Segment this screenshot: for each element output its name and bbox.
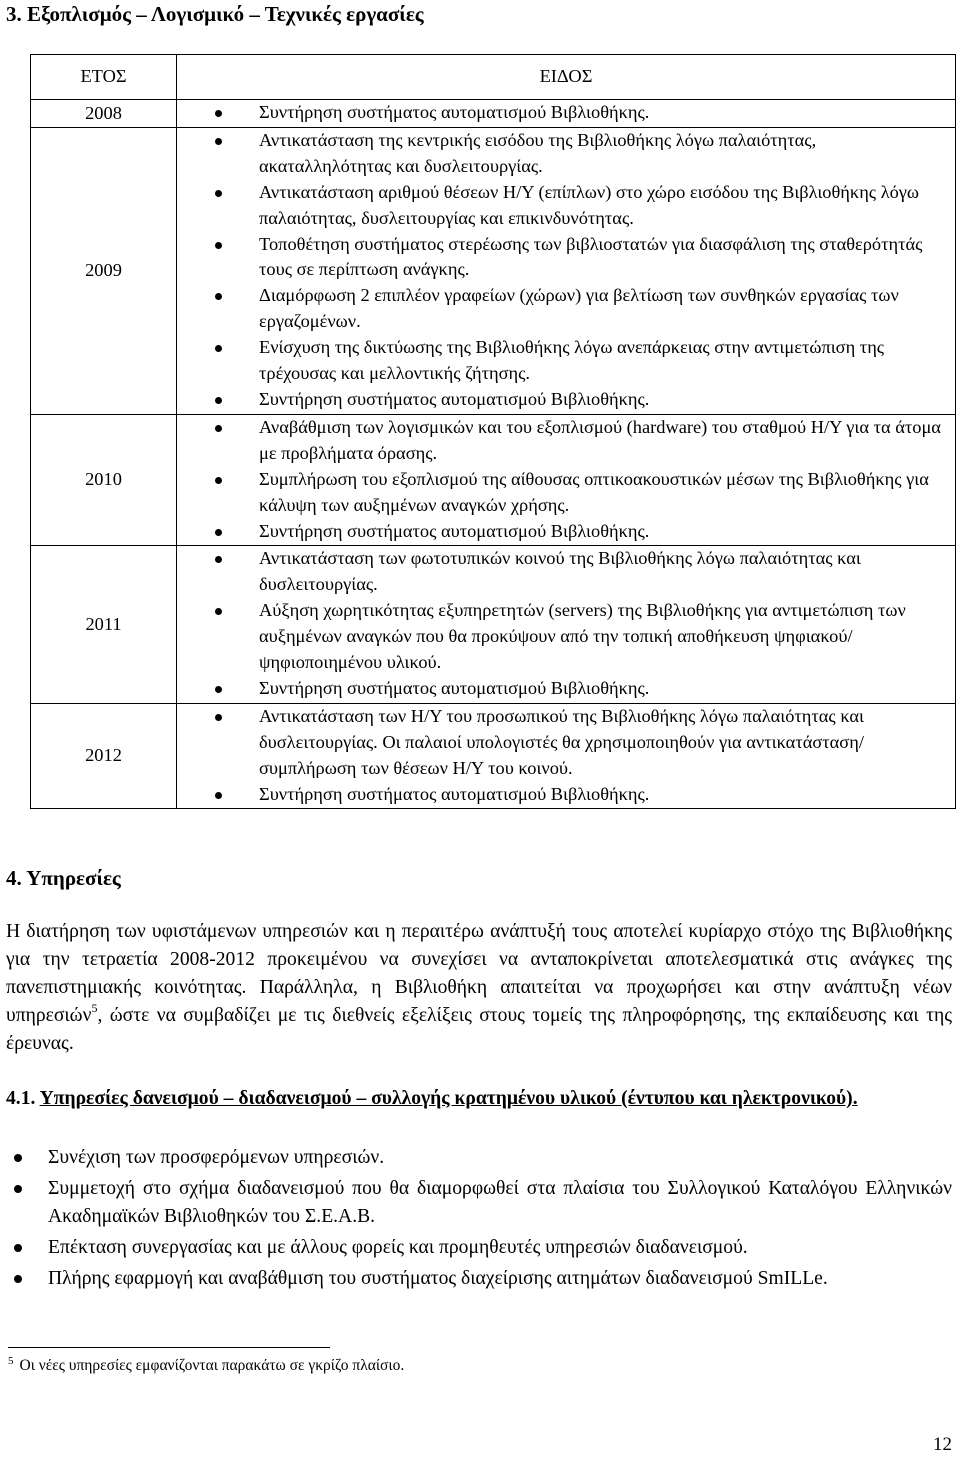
list-item: Αντικατάσταση των Η/Υ του προσωπικού της Βιβλιοθήκης λόγω παλαιότητας και δυσλειτουργίας. Οι παλαιοί υπολογιστές θα χρησιμοποιηθούν για αντικατάσταση/συμπλήρωση των θέσεων Η/Υ του κοινού. [181,704,951,782]
list-item: Αύξηση χωρητικότητας εξυπηρετητών (servers) της Βιβλιοθήκης για αντιμετώπιση των αυξημένων αναγκών που θα προκύψουν από την τοπική αποθήκευση ψηφιακού/ψηφιοποιημένου υλικού. [181,598,951,676]
subsection-title [6,1085,952,1113]
items-cell [177,546,956,703]
list-item: Συμμετοχή στο σχήμα διαδανεισμού που θα διαμορφωθεί στα πλαίσια του Συλλογικού Καταλόγου Ελληνικών Ακαδημαϊκών Βιβλιοθηκών του Σ.Ε.Α.Β. [6,1175,952,1231]
equipment-table [30,54,956,809]
items-cell [177,127,956,414]
list-item: Πλήρης εφαρμογή και αναβάθμιση του συστήματος διαχείρισης αιτημάτων διαδανεισμού SmILLe. [6,1265,952,1293]
list-item: Συντήρηση συστήματος αυτοματισμού Βιβλιοθήκης. [181,782,951,808]
footnote-number: 5 [8,1355,14,1367]
footnote-ref[interactable]: 5 [91,1001,98,1015]
year-cell: 2012 [31,703,177,809]
list-item: Συνέχιση των προσφερόμενων υπηρεσιών. [6,1144,952,1172]
items-cell [177,703,956,809]
services-paragraph [6,918,952,1058]
table-row [31,100,956,128]
year-cell: 2008 [31,100,177,128]
paragraph-text-cont: , ώστε να συμβαδίζει με τις διεθνείς εξελίξεις στους τομείς της πληροφόρησης, της εκπαίδευσης και της έρευνας. [6,1005,952,1054]
list-item: Αντικατάσταση αριθμού θέσεων Η/Υ (επίπλων) στο χώρο εισόδου της Βιβλιοθήκης λόγω παλαιότητας, δυσλειτουργίας και επικινδυνότητας. [181,180,951,232]
year-cell: 2011 [31,546,177,703]
list-item: Συντήρηση συστήματος αυτοματισμού Βιβλιοθήκης. [181,387,951,413]
footnote-text: Οι νέες υπηρεσίες εμφανίζονται παρακάτω σε γκρίζο πλαίσιο. [19,1357,405,1374]
list-item: Αναβάθμιση των λογισμικών και του εξοπλισμού (hardware) του σταθμού Η/Υ για τα άτομα με προβλήματα όρασης. [181,415,951,467]
list-item: Τοποθέτηση συστήματος στερέωσης των βιβλιοστατών για διασφάλιση της σταθερότητάς τους σε περίπτωση ανάγκης. [181,232,951,284]
items-cell [177,414,956,546]
header-kind: ΕΙΔΟΣ [177,55,956,100]
list-item: Συντήρηση συστήματος αυτοματισμού Βιβλιοθήκης. [181,519,951,545]
table-row [31,127,956,414]
table-row [31,546,956,703]
list-item: Συντήρηση συστήματος αυτοματισμού Βιβλιοθήκης. [181,100,951,126]
table-header-row [31,55,956,100]
list-item: Αντικατάσταση των φωτοτυπικών κοινού της Βιβλιοθήκης λόγω παλαιότητας και δυσλειτουργίας. [181,546,951,598]
table-row [31,703,956,809]
footnote [8,1357,404,1375]
table-row [31,414,956,546]
page-number: 12 [933,1434,952,1455]
items-cell [177,100,956,128]
list-item: Διαμόρφωση 2 επιπλέον γραφείων (χώρων) για βελτίωση των συνθηκών εργασίας των εργαζομένων. [181,283,951,335]
list-item: Συμπλήρωση του εξοπλισμού της αίθουσας οπτικοακουστικών μέσων της Βιβλιοθήκης για κάλυψη των αυξημένων αναγκών χρήσης. [181,467,951,519]
footnote-separator [8,1347,330,1348]
section-title: 4. Υπηρεσίες [6,866,121,890]
year-cell: 2010 [31,414,177,546]
list-item: Ενίσχυση της δικτύωσης της Βιβλιοθήκης λόγω ανεπάρκειας στην αντιμετώπιση της τρέχουσας και μελλοντικής ζήτησης. [181,335,951,387]
list-item: Επέκταση συνεργασίας και με άλλους φορείς και προμηθευτές υπηρεσιών διαδανεισμού. [6,1234,952,1262]
services-list [6,1144,952,1296]
paragraph-text: Η διατήρηση των υφιστάμενων υπηρεσιών και η περαιτέρω ανάπτυξή τους αποτελεί κυρίαρχο στόχο της Βιβλιοθήκης για την τετραετία 2008-2012 προκειμένου να συνεχίσει να ανταποκρίνεται αποτελεσματικά στις ανάγκες της πανεπιστημιακής κοινότητας. Παράλληλα, η Βιβλιοθήκη απαιτείται να προχωρήσει και στην ανάπτυξη νέων υπηρεσιών [6,921,952,1026]
section-title: 3. Εξοπλισμός – Λογισμικό – Τεχνικές εργασίες [6,2,424,26]
list-item: Αντικατάσταση της κεντρικής εισόδου της Βιβλιοθήκης λόγω παλαιότητας, ακαταλληλότητας και δυσλειτουργίας. [181,128,951,180]
subsection-number: 4.1. [6,1088,36,1109]
year-cell: 2009 [31,127,177,414]
header-year: ΕΤΟΣ [31,55,177,100]
subsection-title-text: Υπηρεσίες δανεισμού – διαδανεισμού – συλλογής κρατημένου υλικού (έντυπου και ηλεκτρονικού). [39,1088,858,1109]
list-item: Συντήρηση συστήματος αυτοματισμού Βιβλιοθήκης. [181,676,951,702]
